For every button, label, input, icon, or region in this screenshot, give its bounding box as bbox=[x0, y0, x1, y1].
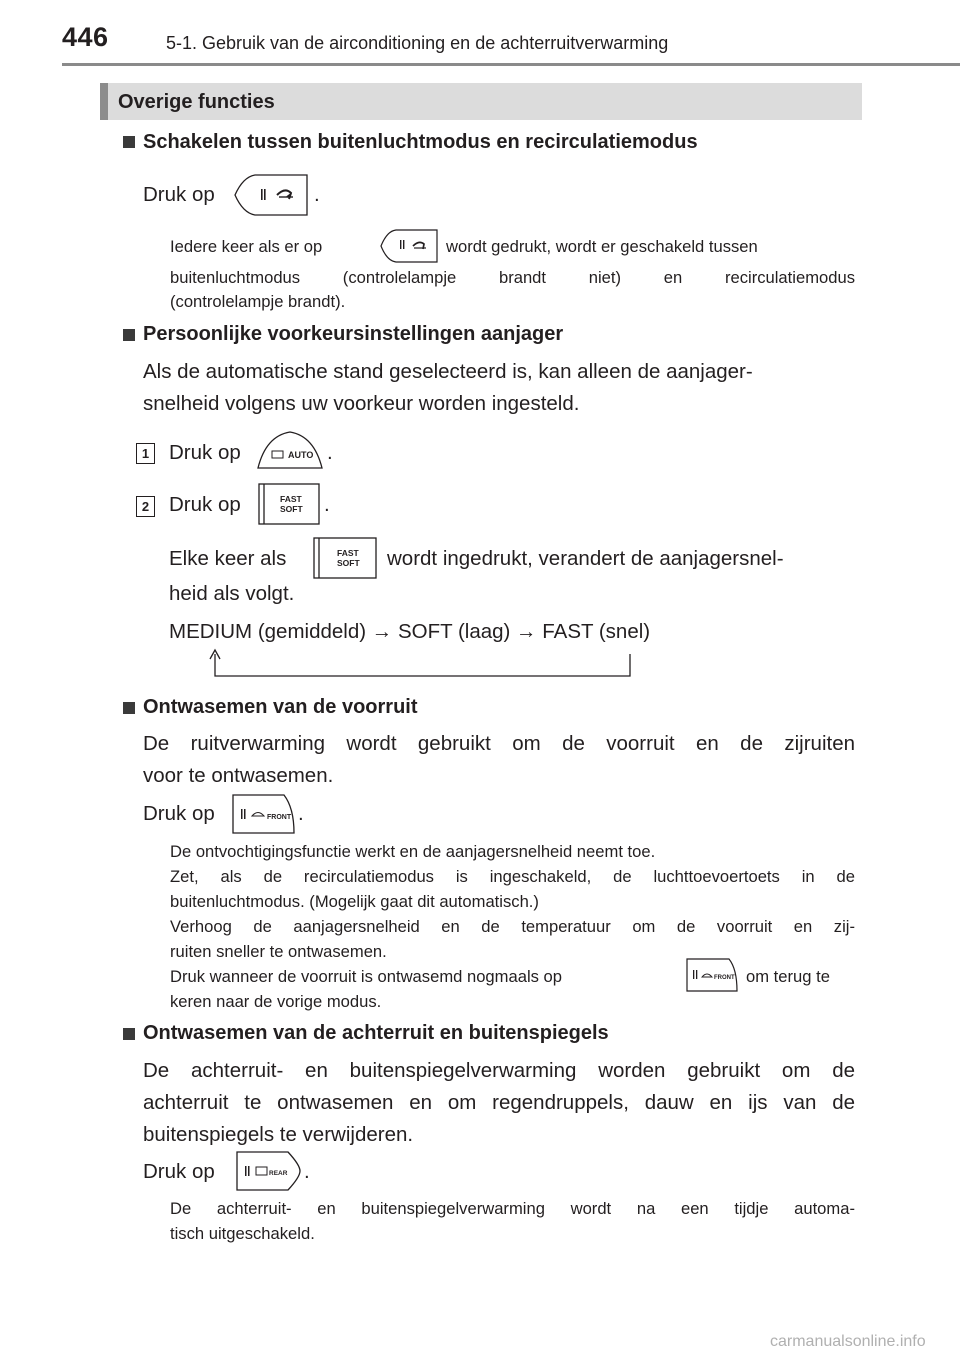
front-defog-note3-line2: ruiten sneller te ontwasemen. bbox=[170, 942, 387, 961]
recirculation-button-icon-small bbox=[379, 228, 439, 264]
step1-suffix: . bbox=[327, 441, 333, 464]
press-prefix: Druk op bbox=[143, 183, 215, 206]
front-defog-note4-suffix: om terug te bbox=[746, 967, 830, 986]
front-defog-note3-line1: Verhoog de aanjagersnelheid en de temperatuur om de voorruit en zij- bbox=[170, 917, 855, 936]
fan-each-line2: heid als volgt. bbox=[169, 582, 295, 605]
rear-label: REAR bbox=[269, 1170, 288, 1177]
fan-intro-line2: snelheid volgens uw voorkeur worden ingesteld. bbox=[143, 392, 580, 415]
fast-soft-button-icon-inline bbox=[313, 537, 377, 579]
front-defroster-button-icon-small bbox=[686, 958, 738, 992]
running-header: 5-1. Gebruik van de airconditioning en de achterruitverwarming bbox=[166, 33, 669, 53]
front-defog-note4-prefix: Druk wanneer de voorruit is ontwasemd nogmaals op bbox=[170, 967, 562, 986]
bullet-icon bbox=[123, 1028, 135, 1040]
auto-button-icon bbox=[256, 430, 324, 470]
front-defog-press-prefix: Druk op bbox=[143, 802, 215, 825]
recirc-note-line2: buitenluchtmodus (controlelampje brandt niet) en recirculatiemodus bbox=[170, 268, 855, 287]
front-defroster-button-icon bbox=[232, 794, 296, 834]
rear-defog-intro-line2: achterruit te ontwasemen en om regendruppels, dauw en ijs van de bbox=[143, 1091, 855, 1114]
rear-defog-intro-line1: De achterruit- en buitenspiegelverwarming worden gebruikt om de bbox=[143, 1059, 855, 1082]
front-defog-intro-line1: De ruitverwarming wordt gebruikt om de voorruit en de zijruiten bbox=[143, 732, 855, 755]
heading-front-defog: Ontwasemen van de voorruit bbox=[143, 696, 418, 718]
section-title: Overige functies bbox=[118, 91, 275, 113]
rear-defog-press-suffix: . bbox=[304, 1160, 310, 1183]
recirc-note-line1-prefix: Iedere keer als er op bbox=[170, 237, 323, 256]
step2-prefix: Druk op bbox=[169, 493, 241, 516]
recirc-press-text bbox=[143, 179, 215, 211]
recirc-note-line1-suffix: wordt gedrukt, wordt er geschakeld tussen bbox=[446, 237, 758, 256]
fan-intro-line1: Als de automatische stand geselecteerd is, kan alleen de aanjager- bbox=[143, 360, 753, 383]
bullet-icon bbox=[123, 702, 135, 714]
heading-recirculation: Schakelen tussen buitenluchtmodus en recirculatiemodus bbox=[143, 131, 698, 153]
fan-each-prefix: Elke keer als bbox=[169, 547, 287, 570]
front-defog-note1: De ontvochtigingsfunctie werkt en de aanjagersnelheid neemt toe. bbox=[170, 842, 656, 861]
recirc-press-suffix: . bbox=[314, 183, 320, 206]
recirc-note-line3: (controlelampje brandt). bbox=[170, 292, 346, 311]
cycle-return-arrow-icon bbox=[205, 646, 635, 680]
heading-rear-defog: Ontwasemen van de achterruit en buitenspiegels bbox=[143, 1022, 609, 1044]
front-label: FRONT bbox=[267, 814, 292, 821]
heading-fan-preferences: Persoonlijke voorkeursinstellingen aanjager bbox=[143, 323, 564, 345]
step-number-1: 1 bbox=[136, 443, 155, 464]
footer-watermark: carmanualsonline.info bbox=[770, 1333, 926, 1350]
bullet-icon bbox=[123, 329, 135, 341]
section-bar-accent bbox=[100, 83, 108, 120]
step1-prefix: Druk op bbox=[169, 441, 241, 464]
header-divider bbox=[62, 63, 960, 66]
front-defog-intro-line2: voor te ontwasemen. bbox=[143, 764, 334, 787]
fan-each-suffix: wordt ingedrukt, verandert de aanjagersnel- bbox=[387, 547, 784, 570]
page-number: 446 bbox=[62, 22, 109, 52]
front-defog-note4-line2: keren naar de vorige modus. bbox=[170, 992, 382, 1011]
step-number-2: 2 bbox=[136, 496, 155, 517]
recirculation-button-icon bbox=[233, 173, 309, 217]
soft-label: SOFT bbox=[280, 504, 303, 514]
front-defog-press-suffix: . bbox=[298, 802, 304, 825]
front-defog-note2-line2: buitenluchtmodus. (Mogelijk gaat dit automatisch.) bbox=[170, 892, 539, 911]
rear-defog-press-prefix: Druk op bbox=[143, 1160, 215, 1183]
rear-defogger-button-icon bbox=[236, 1151, 302, 1191]
step2-suffix: . bbox=[324, 493, 330, 516]
rear-defog-intro-line3: buitenspiegels te verwijderen. bbox=[143, 1123, 414, 1146]
soft-label: SOFT bbox=[337, 558, 360, 568]
fast-soft-button-icon bbox=[258, 483, 320, 525]
auto-label: AUTO bbox=[288, 450, 314, 460]
fast-label: FAST bbox=[280, 494, 302, 504]
fan-speed-sequence: MEDIUM (gemiddeld) → SOFT (laag) → FAST (snel) bbox=[169, 620, 651, 643]
bullet-icon bbox=[123, 136, 135, 148]
front-defog-note2-line1: Zet, als de recirculatiemodus is ingeschakeld, de luchttoevoertoets in de bbox=[170, 867, 855, 886]
fast-label: FAST bbox=[337, 548, 359, 558]
front-label: FRONT bbox=[714, 975, 735, 981]
rear-defog-note-line2: tisch uitgeschakeld. bbox=[170, 1224, 315, 1243]
rear-defog-note-line1: De achterruit- en buitenspiegelverwarming wordt na een tijdje automa- bbox=[170, 1199, 855, 1218]
